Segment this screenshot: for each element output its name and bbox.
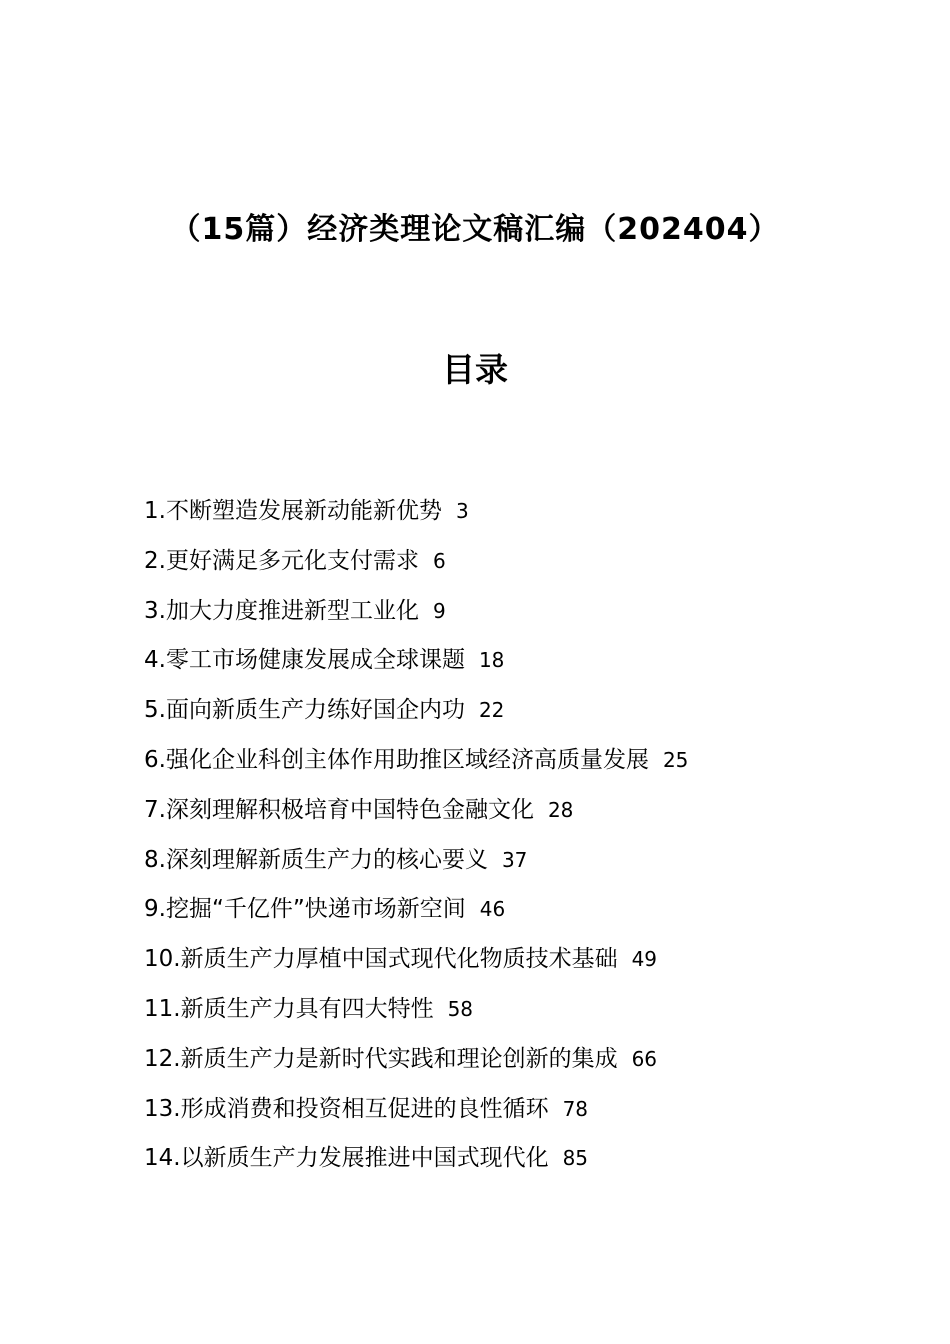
toc-item-page: 85 xyxy=(562,1146,589,1171)
toc-item-title: 新质生产力是新时代实践和理论创新的集成 xyxy=(180,1045,618,1072)
document-title: （15篇）经济类理论文稿汇编（202404） xyxy=(170,212,780,247)
toc-item-number: 9. xyxy=(144,896,166,923)
toc-item-number: 10. xyxy=(144,946,181,973)
toc-item-number: 5. xyxy=(144,697,166,724)
toc-item[interactable] xyxy=(144,888,844,938)
toc-item[interactable] xyxy=(144,739,844,789)
toc-item-number: 7. xyxy=(144,796,166,823)
toc-item-title: 零工市场健康发展成全球课题 xyxy=(165,647,465,674)
toc-item-page: 25 xyxy=(662,747,689,772)
toc-item[interactable] xyxy=(144,1088,844,1138)
toc-item-page: 78 xyxy=(562,1096,589,1121)
toc-item-page: 9 xyxy=(432,598,446,623)
toc-item-title: 以新质生产力发展推进中国式现代化 xyxy=(180,1145,549,1172)
toc-item-title: 深刻理解新质生产力的核心要义 xyxy=(165,846,488,873)
toc-item-number: 4. xyxy=(144,647,166,674)
toc-item[interactable] xyxy=(144,590,844,640)
toc-item-number: 14. xyxy=(144,1145,181,1172)
toc-item-page: 66 xyxy=(631,1046,658,1071)
toc-item-title: 形成消费和投资相互促进的良性循环 xyxy=(180,1095,549,1122)
toc-item-number: 3. xyxy=(144,597,166,624)
toc-item-page: 18 xyxy=(478,648,505,673)
toc-item-title: 新质生产力具有四大特性 xyxy=(180,995,434,1022)
toc-item-number: 12. xyxy=(144,1045,181,1072)
toc-item-title: 更好满足多元化支付需求 xyxy=(165,547,419,574)
toc-item-title: 加大力度推进新型工业化 xyxy=(165,597,419,624)
toc-item[interactable] xyxy=(144,1137,844,1187)
toc-item-page: 22 xyxy=(478,698,505,723)
toc-item-page: 6 xyxy=(432,548,446,573)
toc-item[interactable] xyxy=(144,689,844,739)
toc-item-page: 58 xyxy=(447,996,474,1021)
toc-item-page: 46 xyxy=(479,897,506,922)
toc-item-number: 6. xyxy=(144,746,166,773)
toc-item-number: 1. xyxy=(144,498,166,524)
toc-item-title: 面向新质生产力练好国企内功 xyxy=(165,697,465,724)
toc-item-title: 不断塑造发展新动能新优势 xyxy=(165,498,442,524)
toc-item-page: 49 xyxy=(631,947,658,972)
toc-item[interactable] xyxy=(144,540,844,590)
toc-item-page: 37 xyxy=(501,847,528,872)
toc-item-title: 新质生产力厚植中国式现代化物质技术基础 xyxy=(180,946,618,973)
toc-item-number: 8. xyxy=(144,846,166,873)
toc-item-page: 28 xyxy=(547,797,574,822)
toc-item[interactable] xyxy=(144,988,844,1038)
toc-item[interactable] xyxy=(144,490,844,540)
toc-item[interactable] xyxy=(144,1038,844,1088)
toc-heading: 目录 xyxy=(442,350,508,389)
toc-list xyxy=(144,490,844,1187)
toc-item-number: 2. xyxy=(144,547,166,574)
toc-item[interactable] xyxy=(144,639,844,689)
toc-item-title: 挖掘“千亿件”快递市场新空间 xyxy=(165,896,466,923)
toc-item[interactable] xyxy=(144,789,844,839)
toc-item-title: 深刻理解积极培育中国特色金融文化 xyxy=(165,796,534,823)
toc-item[interactable] xyxy=(144,839,844,889)
toc-item[interactable] xyxy=(144,938,844,988)
toc-item-number: 11. xyxy=(144,995,181,1022)
toc-item-number: 13. xyxy=(144,1095,181,1122)
toc-item-page: 3 xyxy=(455,499,469,523)
toc-item-title: 强化企业科创主体作用助推区域经济高质量发展 xyxy=(165,746,649,773)
